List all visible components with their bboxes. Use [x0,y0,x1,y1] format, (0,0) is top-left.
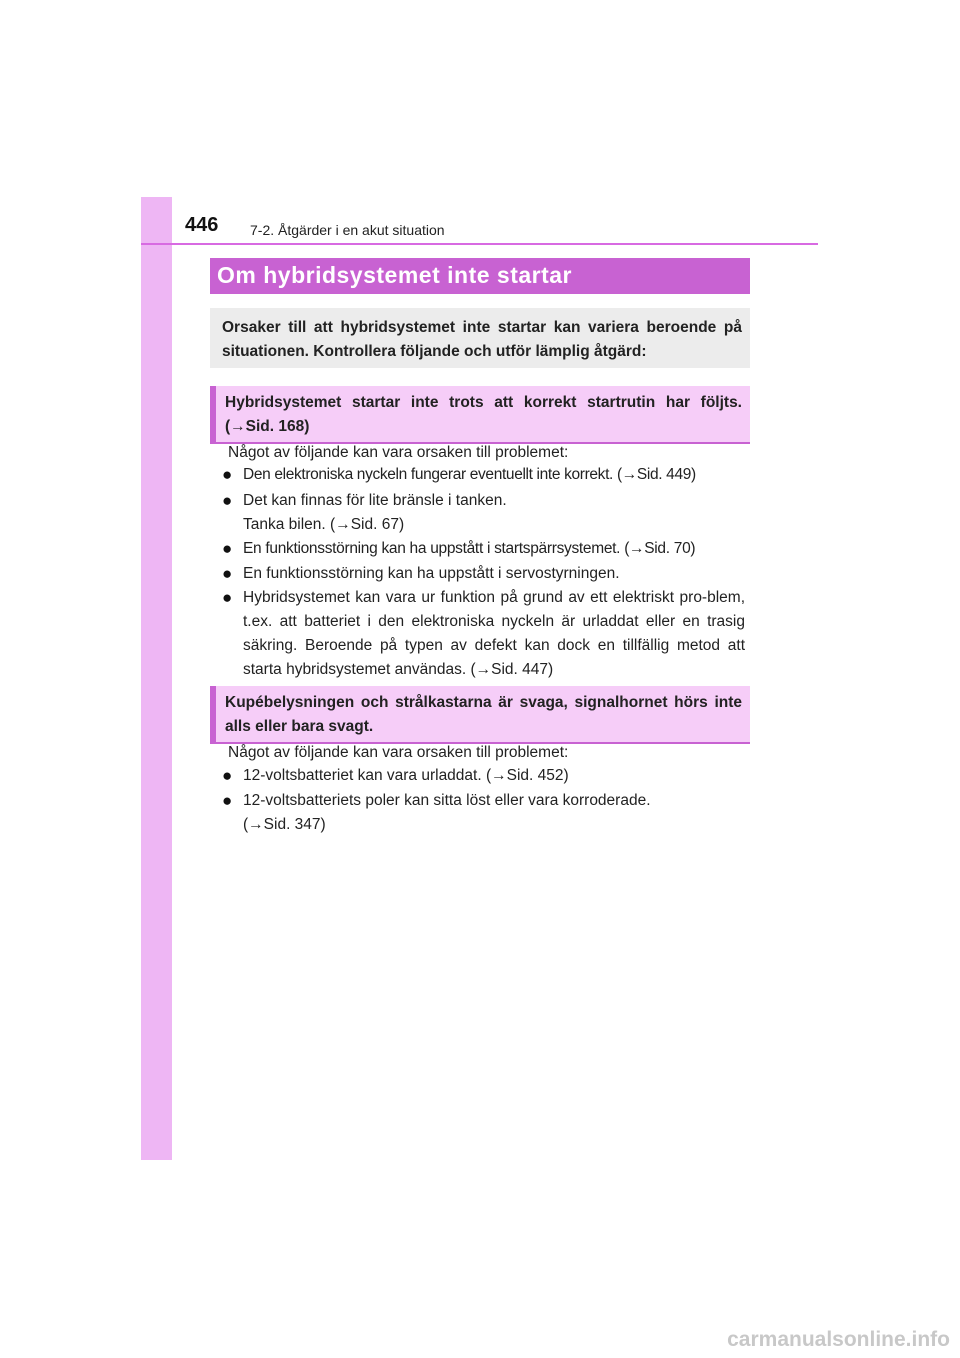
section-title-bar [210,258,750,294]
bullet-icon: ● [222,766,233,785]
subsection-heading-text: Kupébelysningen och strålkastarna är svaga, signalhornet hörs inte alls eller bara svagt. [225,694,742,735]
list-item [222,586,745,682]
list-item [222,537,745,561]
list-item-subtext: (→Sid. 347) [243,816,326,833]
side-tab-band [141,197,172,1160]
list-item [222,764,745,788]
subsection-heading-text: Hybridsystemet startar inte trots att korrekt startrutin har följts. (→Sid. 168) [225,394,742,435]
list-item-text: Det kan finnas för lite bränsle i tanken. [243,492,507,509]
watermark: carmanualsonline.info [727,1328,950,1351]
subsection-heading-1 [210,386,750,444]
bullet-icon: ● [222,588,233,607]
list-item [222,489,745,537]
list-item-text: En funktionsstörning kan ha uppstått i servostyrningen. [243,565,620,582]
bullet-icon: ● [222,791,233,810]
list-item [222,463,745,487]
list-item-text: 12-voltsbatteriet kan vara urladdat. (→Sid. 452) [243,767,569,784]
subsection-heading-2 [210,686,750,744]
lead-text: Något av följande kan vara orsaken till problemet: [228,744,569,761]
bullet-icon: ● [222,539,233,558]
bullet-icon: ● [222,564,233,583]
list-item [222,562,745,586]
intro-box [210,308,750,368]
list-item-text: Den elektroniska nyckeln fungerar eventuellt inte korrekt. (→Sid. 449) [243,466,696,483]
header-rule [141,243,818,245]
bullet-icon: ● [222,491,233,510]
list-item-text: En funktionsstörning kan ha uppstått i startspärrsystemet. (→Sid. 70) [243,540,696,557]
lead-text: Något av följande kan vara orsaken till problemet: [228,444,569,461]
list-item [222,789,745,837]
list-item-text: Hybridsystemet kan vara ur funktion på grund av ett elektriskt pro-blem, t.ex. att batteriet i den elektroniska nyckeln är urladdat eller en trasig säkring. Beroende på typen av defekt kan dock en tillfällig metod att starta hybridsystemet användas. (→Sid. 447) [243,589,745,678]
page-number: 446 [185,214,219,236]
list-item-subtext: Tanka bilen. (→Sid. 67) [243,516,405,533]
bullet-icon: ● [222,465,233,484]
chapter-title: 7-2. Åtgärder i en akut situation [250,222,445,238]
intro-text: Orsaker till att hybridsystemet inte startar kan variera beroende på situationen. Kontrollera följande och utför lämplig åtgärd: [222,319,742,360]
list-item-text: 12-voltsbatteriets poler kan sitta löst eller vara korroderade. [243,792,651,809]
page-title: Om hybridsystemet inte startar [217,262,573,288]
